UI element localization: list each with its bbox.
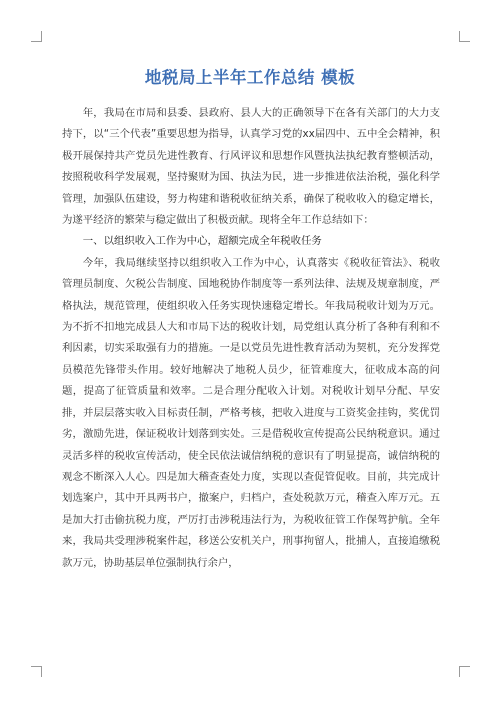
crop-mark-bottom-right [459, 666, 470, 677]
document-title: 地税局上半年工作总结 模板 [144, 68, 356, 87]
document-body [62, 103, 440, 574]
section-heading: 一、以组织收入工作为中心，超额完成全年税收任务 [82, 235, 322, 248]
crop-mark-bottom-left [31, 666, 42, 677]
crop-mark-top-right [459, 31, 470, 42]
body-paragraph: 今年，我局继续坚持以组织收入工作为中心，认真落实《税收征管法》、税收管理员制度、欠税公告制度、国地税协作制度等一系列法律、法规及规章制度，严格执法，规范管理，使组织收入任务实现快速稳定增长。年我局税收计划为万元。为不折不扣地完成县人大和市局下达的税收计划，局党组认真分析了各种有利和不利因素，切实采取强有力的措施。一是以党员先进性教育活动为契机，充分发挥党员模范先锋带头作用。较好地解决了地税人员少，征管难度大，征收成本高的问题，提高了征管质量和效率。二是合理分配收入计划。对税收计划早分配、早安排，并层层落实收入目标责任制，严格考核，把收入进度与工资奖金挂钩，奖优罚劣，激励先进，保证税收计划落到实处。三是借税收宣传提高公民纳税意识。通过灵活多样的税收宣传活动，使全民依法诚信纳税的意识有了明显提高，诚信纳税的观念不断深入人心。四是加大稽查查处力度，实现以查促管促收。目前，共完成计划选案户，其中开具两书户，撤案户，归档户，查处税款万元，稽查入库万元。五是加大打击偷抗税力度，严厉打击涉税违法行为，为税收征管工作保驾护航。全年来，我局共受理涉税案件起，移送公安机关户，刑事拘留人，批捕人，直接追缴税款万元，协助基层单位强制执行余户， [62, 256, 440, 569]
intro-paragraph: 年，我局在市局和县委、县政府、县人大的正确领导下在各有关部门的大力支持下，以“三个代表”重要思想为指导，认真学习党的xx届四中、五中全会精神，积极开展保持共产党员先进性教育、行风评议和思想作风暨执法执纪教育整顿活动，按照税收科学发展观，坚持聚财为国、执法为民，进一步推进依法治税，强化科学管理，加强队伍建设，努力构建和谐税收征纳关系，确保了税收收入的稳定增长，为遂平经济的繁荣与稳定做出了积极贡献。现将全年工作总结如下： [62, 107, 440, 227]
crop-mark-top-left [31, 31, 42, 42]
